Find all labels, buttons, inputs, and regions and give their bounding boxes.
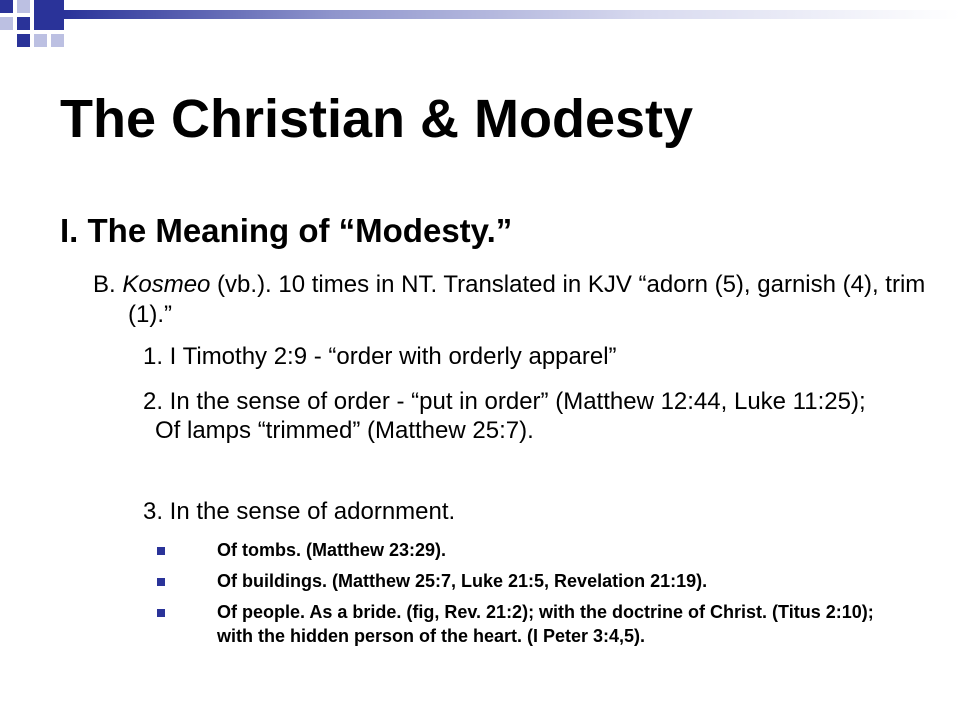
bullet-item: [157, 600, 897, 648]
decor-square: [0, 0, 13, 13]
bullet-list: [157, 538, 897, 655]
square-bullet-icon: [157, 547, 165, 555]
slide-title: The Christian & Modesty: [60, 89, 694, 149]
bullet-text: Of tombs. (Matthew 23:29).: [217, 540, 447, 560]
point-b-term: Kosmeo: [122, 271, 211, 298]
decor-square: [51, 34, 64, 47]
point-b-text: (vb.). 10 times in NT. Translated in KJV “adorn (5), garnish (4), trim (1).”: [128, 271, 926, 328]
decor-square: [34, 34, 47, 47]
square-bullet-icon: [157, 578, 165, 586]
decor-square: [0, 17, 13, 30]
decor-square: [17, 0, 30, 13]
section-heading: I. The Meaning of “Modesty.”: [60, 212, 513, 249]
bullet-item: [157, 538, 897, 562]
point-b-prefix: B.: [93, 271, 123, 298]
list-item: 2. In the sense of order - “put in order” (Matthew 12:44, Luke 11:25); Of lamps “trimmed” (Matthew 25:7).: [143, 388, 866, 444]
bullet-text: Of buildings. (Matthew 25:7, Luke 21:5, Revelation 21:19).: [217, 571, 708, 591]
bullet-text: Of people. As a bride. (fig, Rev. 21:2); with the doctrine of Christ. (Titus 2:10); with the hidden person of the heart. (I Peter 3:4,5).: [217, 602, 874, 646]
square-bullet-icon: [157, 609, 165, 617]
bullet-item: [157, 569, 897, 593]
point-b: [93, 270, 928, 330]
decor-square: [34, 0, 64, 30]
decor-square: [17, 34, 30, 47]
list-item: 1. I Timothy 2:9 - “order with orderly apparel”: [143, 343, 617, 370]
list-item: 3. In the sense of adornment.: [143, 498, 456, 525]
decor-square: [17, 17, 30, 30]
decor-gradient-bar: [64, 10, 960, 19]
